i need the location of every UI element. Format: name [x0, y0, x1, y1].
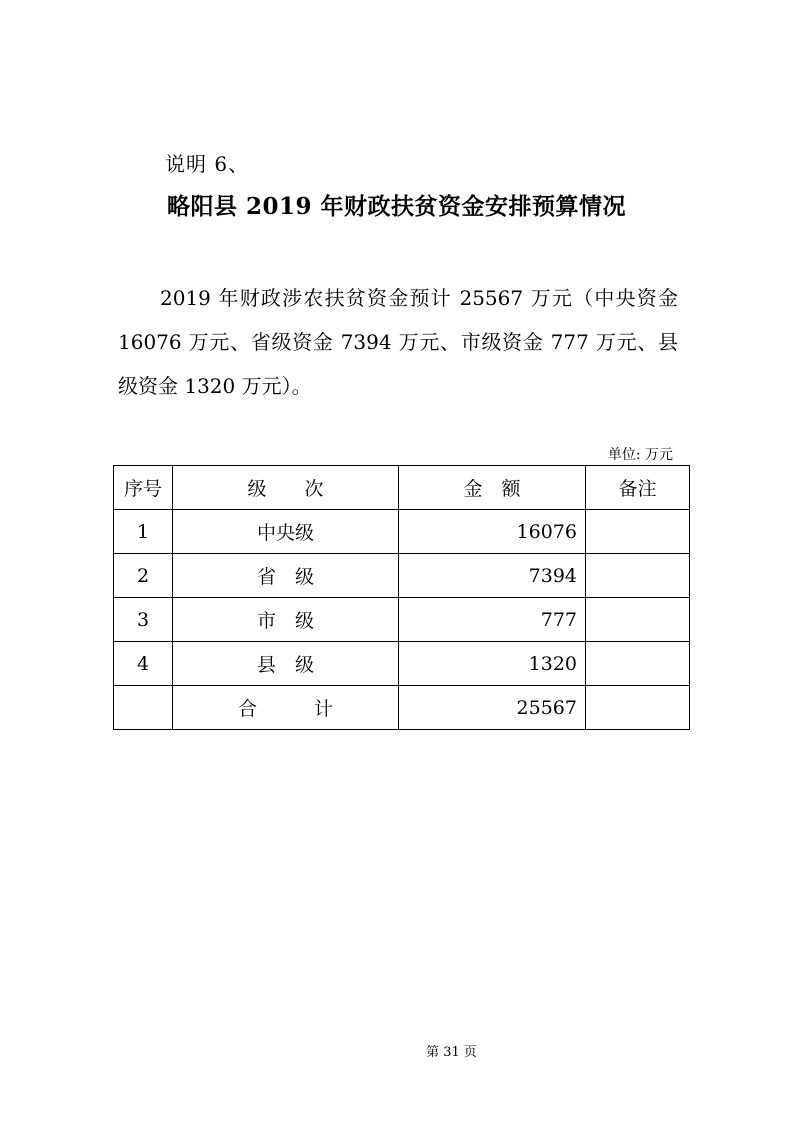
- row-remark: [586, 598, 690, 642]
- note-label: 说明 6、: [165, 152, 250, 176]
- table-total-row: [114, 686, 690, 730]
- total-seq: [114, 686, 173, 730]
- summary-paragraph: 2019 年财政涉农扶贫资金预计 25567 万元（中央资金 16076 万元、省级资金 7394 万元、市级资金 777 万元、县级资金 1320 万元）。: [118, 286, 678, 398]
- row-seq: 1: [114, 510, 173, 554]
- header-seq: 序号: [114, 466, 173, 510]
- table-row: [114, 598, 690, 642]
- row-seq: 4: [114, 642, 173, 686]
- total-amount: 25567: [399, 686, 586, 730]
- row-level: 市 级: [173, 598, 399, 642]
- row-amount: 7394: [399, 554, 586, 598]
- total-label: 合 计: [173, 686, 399, 730]
- budget-table: [113, 465, 690, 730]
- table-header-row: [114, 466, 690, 510]
- page-title: 略阳县 2019 年财政扶贫资金安排预算情况: [166, 193, 627, 220]
- header-remark: 备注: [586, 466, 690, 510]
- row-remark: [586, 510, 690, 554]
- row-amount: 777: [399, 598, 586, 642]
- header-level: 级 次: [173, 466, 399, 510]
- row-seq: 2: [114, 554, 173, 598]
- row-level: 中央级: [173, 510, 399, 554]
- row-seq: 3: [114, 598, 173, 642]
- row-level: 县 级: [173, 642, 399, 686]
- row-remark: [586, 554, 690, 598]
- page-number: 第 31 页: [426, 1045, 477, 1060]
- unit-label: 单位: 万元: [607, 447, 673, 463]
- table-row: [114, 642, 690, 686]
- table-row: [114, 554, 690, 598]
- row-level: 省 级: [173, 554, 399, 598]
- row-amount: 16076: [399, 510, 586, 554]
- table-row: [114, 510, 690, 554]
- header-amount: 金 额: [399, 466, 586, 510]
- row-remark: [586, 642, 690, 686]
- row-amount: 1320: [399, 642, 586, 686]
- total-remark: [586, 686, 690, 730]
